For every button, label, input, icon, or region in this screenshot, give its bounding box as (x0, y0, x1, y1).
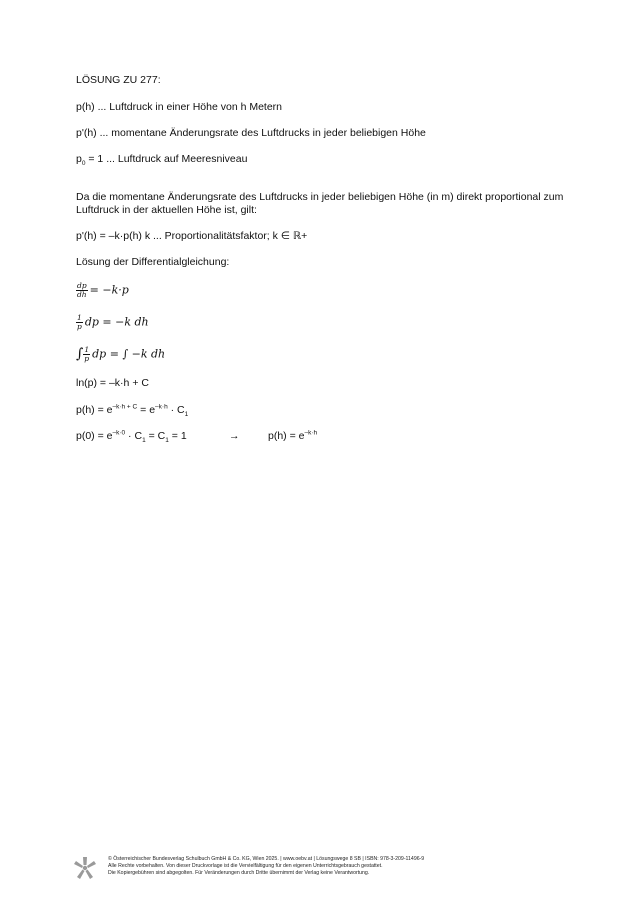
math-step-2 (76, 314, 149, 331)
math-step-1-rhs: = −k·p (89, 283, 129, 297)
exp-step-exponent-2: –k·h (155, 403, 168, 411)
init-subscript-1: 1 (142, 437, 146, 445)
fraction-1-p (83, 346, 90, 363)
exp-step (76, 404, 188, 417)
integral-symbol: ∫ (76, 346, 84, 362)
exp-step-base: p(h) = e (76, 404, 113, 416)
intro-paragraph: Da die momentane Änderungsrate des Luftdrucks in jeder beliebigen Höhe (in m) direkt proportional zum Luftdruck in der aktuellen Höhe ist, gilt: (76, 191, 564, 216)
fraction-numerator: 1 (77, 313, 82, 322)
init-subscript-2: 1 (165, 437, 169, 445)
definition-p0 (76, 153, 247, 166)
init-mid: · C (125, 430, 143, 442)
exp-step-subscript: 1 (184, 411, 189, 419)
math-step-3-rhs: dp = ∫ −k dh (92, 347, 166, 361)
fraction-numerator: dp (77, 281, 87, 290)
footer-line-1: © Österreichischer Bundesverlag Schulbuch GmbH & Co. KG, Wien 2025. | www.oebv.at | Lösungswege 8 SB | ISBN: 978-3-209-11496-9 (108, 856, 425, 862)
init-exponent: –k·0 (112, 429, 126, 437)
log-step: ln(p) = –k·h + C (76, 377, 149, 389)
p0-text: = 1 ... Luftdruck auf Meeresniveau (85, 153, 248, 165)
solution-title: LÖSUNG ZU 277: (76, 74, 161, 86)
fraction-denominator: p (77, 322, 82, 331)
footer-copyright (108, 856, 424, 877)
footer-line-2: Alle Rechte vorbehalten. Von dieser Druckvorlage ist die Vervielfältigung für den eigenen Unterrichtsgebrauch gestattet. (108, 863, 383, 869)
implies-arrow-icon: → (229, 430, 240, 442)
differential-equation: p'(h) = –k·p(h) k ... Proportionalitätsfaktor; k ∈ ℝ+ (76, 230, 308, 242)
math-step-2-rhs: dp = −k dh (84, 315, 149, 329)
definition-pprime: p'(h) ... momentane Änderungsrate des Luftdrucks in jeder beliebigen Höhe (76, 127, 426, 139)
p0-subscript: 0 (81, 160, 86, 168)
definition-p: p(h) ... Luftdruck in einer Höhe von h Metern (76, 101, 283, 113)
math-step-1 (76, 282, 129, 299)
solution-heading: Lösung der Differentialgleichung: (76, 256, 230, 268)
result-base: p(h) = e (268, 430, 305, 442)
fraction-1-p (76, 314, 83, 331)
fraction-denominator: p (84, 354, 90, 363)
initial-condition-step (76, 430, 187, 443)
init-tail: = 1 (168, 430, 187, 442)
result-exponent: –k·h (304, 429, 318, 437)
exp-step-mid: = e (137, 404, 156, 416)
exp-step-tail: · C (167, 404, 185, 416)
oebv-star-logo-icon (73, 856, 97, 880)
fraction-dp-dh (76, 282, 88, 299)
math-step-3 (76, 346, 165, 363)
fraction-numerator: 1 (84, 345, 90, 354)
footer-line-3: Die Kopiergebühren sind abgegolten. Für Veränderungen durch Dritte übernimmt der Verlag keine Verantwortung. (108, 870, 370, 876)
init-equals: = C (145, 430, 166, 442)
exp-step-exponent-1: –k·h + C (112, 403, 138, 411)
fraction-denominator: dh (77, 290, 87, 299)
p0-symbol: p (76, 153, 82, 165)
init-base: p(0) = e (76, 430, 113, 442)
final-result (268, 430, 317, 442)
